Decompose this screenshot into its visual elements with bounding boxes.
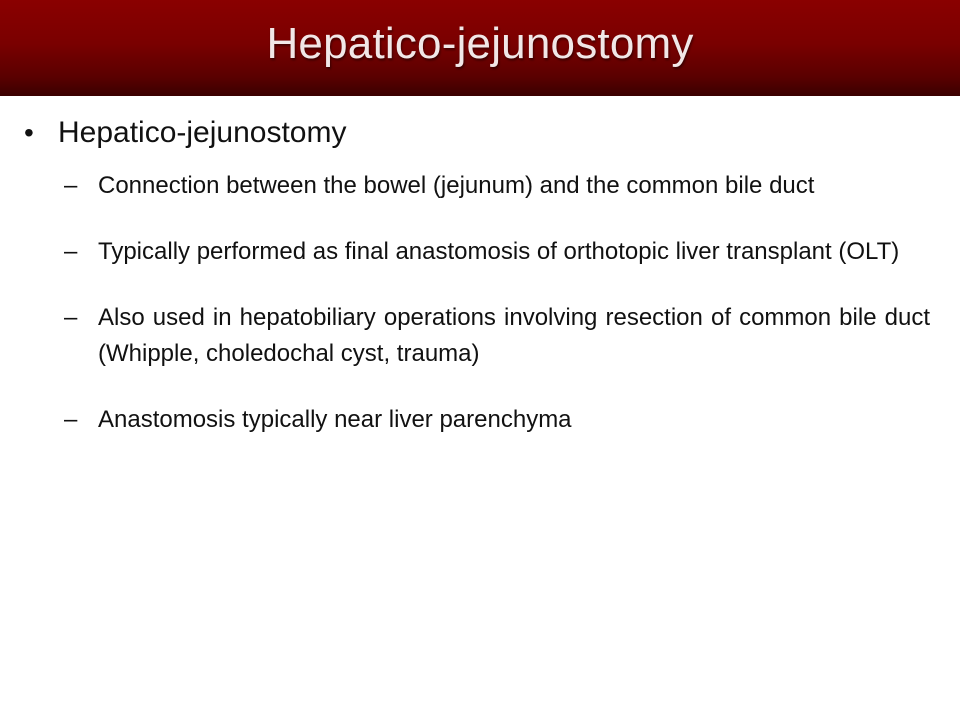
sub-bullet-list <box>64 168 930 468</box>
sub-bullet-item <box>64 234 930 270</box>
slide-title: Hepatico-jejunostomy <box>266 19 694 68</box>
dash-marker: – <box>64 172 78 199</box>
sub-bullet-text: Connection between the bowel (jejunum) and the common bile duct <box>98 172 815 199</box>
main-bullet <box>24 116 346 150</box>
title-bar <box>0 0 960 96</box>
sub-bullet-item <box>64 300 930 372</box>
dash-marker: – <box>64 238 78 265</box>
bullet-marker: • <box>24 117 34 148</box>
sub-bullet-text: Typically performed as final anastomosis of orthotopic liver transplant (OLT) <box>98 238 900 265</box>
sub-bullet-text: Also used in hepatobiliary operations involving resection of common bile duct (Whipple, choledochal cyst, trauma) <box>98 304 930 367</box>
sub-bullet-item <box>64 168 930 204</box>
sub-bullet-item <box>64 402 930 438</box>
dash-marker: – <box>64 406 78 433</box>
dash-marker: – <box>64 304 78 331</box>
main-bullet-text: Hepatico-jejunostomy <box>58 116 347 149</box>
sub-bullet-text: Anastomosis typically near liver parenchyma <box>98 406 572 433</box>
